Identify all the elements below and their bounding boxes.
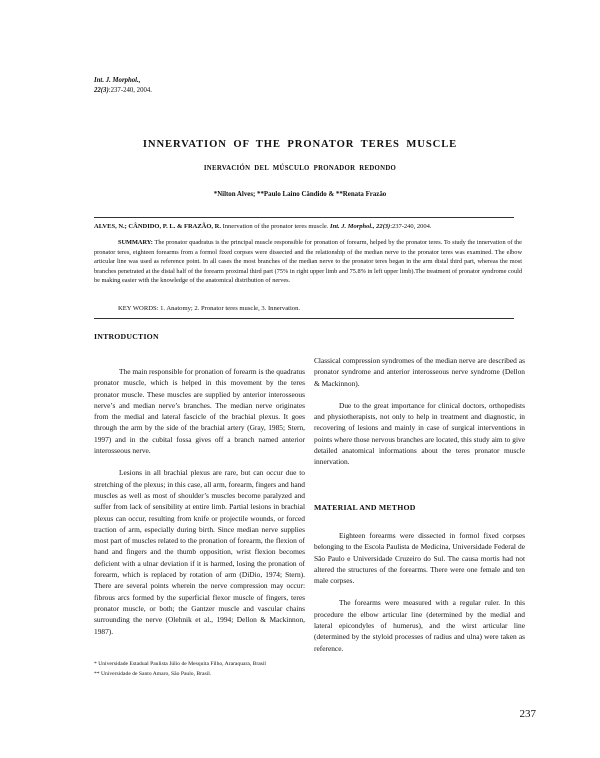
- footnotes: [94, 660, 394, 679]
- citation: [94, 222, 524, 231]
- journal-volume: 22(3): [94, 87, 109, 94]
- paragraph: The forearms were measured with a regular ruler. In this procedure the elbow articular line (determined by the medial and lateral epicondyles of humerus), and the wirst articular line (determined by the styloid processes of radius and ulna) were taken as reference.: [314, 598, 525, 653]
- right-column-bottom: [314, 530, 525, 654]
- authors: *Nilton Alves; **Paulo Laino Cândido & **Renata Frazão: [213, 191, 387, 198]
- section-heading-material-method: MATERIAL AND METHOD: [314, 503, 416, 512]
- summary-label: SUMMARY:: [118, 239, 153, 246]
- article-subtitle: INERVACIÓN DEL MÚSCULO PRONADOR REDONDO: [203, 165, 397, 172]
- top-rule: [94, 217, 514, 218]
- keywords: KEY WORDS: 1. Anatomy; 2. Pronator teres muscle, 3. Innervation.: [118, 305, 301, 312]
- bottom-rule: [94, 318, 514, 319]
- journal-pages: :237-240, 2004.: [108, 87, 152, 94]
- right-column-top: [314, 355, 525, 468]
- page-number: 237: [519, 708, 536, 720]
- paragraph: The main responsible for pronation of forearm is the quadratus pronator muscle, which is helped in this movement by the teres pronator muscle. These muscles are supplied by anterior interosseous nerve’s and median nerve’s branches. The median nerve originates from the medial and lateral fascicle of the brachial plexus. It goes through the arm by the side of the brachial artery (Gray, 1985; Stern, 1997) and in the cubital fossa gives off a branch named anterior interosseous nerve.: [94, 367, 305, 456]
- footnote: * Universidade Estadual Paulista Júlio de Mesquita Filho, Araraquara, Brasil: [94, 661, 266, 667]
- citation-journal: Int. J. Morphol., 22(3): [330, 223, 391, 230]
- section-heading-introduction: INTRODUCTION: [94, 332, 159, 341]
- journal-name: Int. J. Morphol.,: [94, 77, 141, 84]
- citation-authors: ALVES, N.; CÂNDIDO, P. L. & FRAZÃO, R.: [94, 223, 222, 230]
- article-title: INNERVATION OF THE PRONATOR TERES MUSCLE: [142, 139, 458, 150]
- summary-text: The pronator quadratus is the principal muscle responsible for pronation of forearm, helped by the pronator teres. To study the innervation of the pronator teres, eighteen forearms from a formol fixed corpses were dissected and the relationship of the median nerve to the pronator teres was examined. The elbow articular line was used as reference point. In all cases the most branches of the median nerve to the pronator teres began in the arm distal third part, whereas the most branches penetrated at the distal half of the forearm proximal third part (75% in right upper limb and 75.8% in left upper limb).The treatment of pronator syndrome could be making easier with the knowledge of the anatomical distribution of nerves.: [94, 239, 522, 285]
- summary: [94, 238, 522, 286]
- paragraph: Classical compression syndromes of the median nerve are described as pronator syndrome and anterior interosseous nerve syndrome (Dellon & Mackinnon).: [314, 356, 525, 388]
- paragraph: Due to the great importance for clinical doctors, orthopedists and physiotherapists, not only to help in treatment and diagnostic, in recovering of lesions and mainly in case of surgical interventions in points where those nervous branches are located, this study aim to give detailed anatomical informations about the teres pronator muscle innervation.: [314, 400, 525, 467]
- paragraph: Eighteen forearms were dissected in formol fixed corpses belonging to the Escola Paulista de Medicina, Universidade Federal de São Paulo e Universidade Cruzeiro do Sul. The causa mortis had not altered the structures of the forearms. There were one female and ten male corpses.: [314, 531, 525, 586]
- left-column: [94, 366, 305, 637]
- citation-title: Innervation of the pronator teres muscle.: [222, 223, 329, 230]
- citation-pages: :237-240, 2004.: [390, 223, 432, 230]
- paragraph: Lesions in all brachial plexus are rare, but can occur due to stretching of the plexus; in this case, all arm, forearm, fingers and hand muscles as well as most of shoulder’s muscles become paralyzed and suffer from lack of sensibility at entire limb. Partial lesions in brachial plexus can occur, resulting from knife or projectile wounds, or forced traction of arm, especially during birth. Since median nerve supplies most part of muscles related to the pronation of forearm, the flexion of hand and fingers and the thumb opposition, wrist flexion becomes deficient with a ulnar deviation if it is harmed, losing the pronation of forearm, which is replaced by rotation of arm (DiDio, 1974; Stern). There are several points wherein the nerve compression may occur: fibrous arcs formed by the superficial flexor muscle of fingers, teres pronator muscle, or both; the Gantzer muscle and vascular chains surrounding the nerve (Olehnik et al., 1994; Dellon & Mackinnon, 1987).: [94, 468, 305, 636]
- footnote: ** Universidade de Santo Amaro, São Paulo, Brasil.: [94, 670, 212, 677]
- journal-header: [94, 76, 294, 96]
- journal-volume-line: [94, 86, 294, 96]
